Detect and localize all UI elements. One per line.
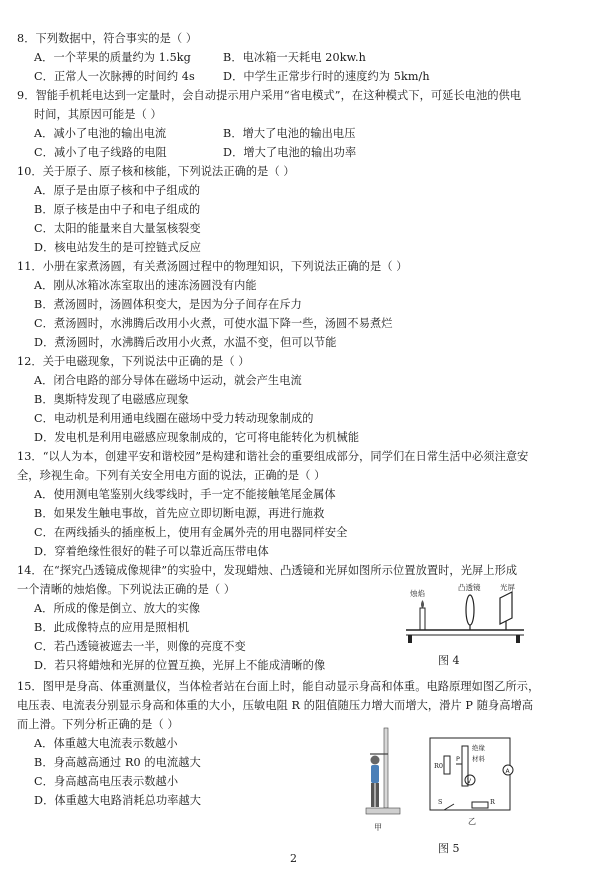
q8-option-d: D．中学生正常步行时的速度约为 5km/h: [223, 70, 430, 83]
q8-option-a: A．一个苹果的质量约为 1.5kg: [34, 51, 191, 64]
q9-option-a: A．减小了电池的输出电流: [34, 127, 167, 140]
q14-option-d: D．若只将蜡烛和光屏的位置互换，光屏上不能成清晰的像: [34, 659, 326, 672]
figure-5-height-weight-meter: [360, 724, 530, 842]
q10-option-a: A．原子是由原子核和中子组成的: [34, 184, 201, 197]
q14-option-a: A．所成的像是倒立、放大的实像: [34, 602, 201, 615]
q14-stem-line1: 14．在“探究凸透镜成像规律”的实验中，发现蜡烛、凸透镜和光屏如图所示位置放置时，光屏上形成: [17, 564, 518, 577]
insulator-label: 绝缘: [472, 744, 485, 752]
q9-stem-line1: 9．智能手机耗电达到一定量时，会自动提示用户采用“省电模式”，在这种模式下，可延长电池的供电: [17, 89, 522, 102]
convex-lens-icon: [466, 595, 474, 625]
q13-stem-line1: 13．“以人为本，创建平安和谐校园”是构建和谐社会的重要组成部分，同学们在日常生活中必须注意安: [17, 450, 529, 463]
r0-label: R0: [434, 762, 444, 770]
q12-stem: 12．关于电磁现象，下列说法中正确的是（ ）: [17, 355, 250, 368]
q8-option-c: C．正常人一次脉搏的时间约 4s: [34, 70, 195, 83]
page-number: 2: [290, 852, 297, 865]
q12-option-a: A．闭合电路的部分导体在磁场中运动，就会产生电流: [34, 374, 302, 387]
bench-leg-left: [408, 635, 412, 643]
material-label: 材料: [472, 755, 485, 763]
lens-label: 凸透镜: [458, 583, 481, 592]
person-icon: [371, 756, 380, 808]
q11-option-b: B．煮汤圆时，汤圆体积变大，是因为分子间存在斥力: [34, 298, 302, 311]
light-screen-icon: [500, 592, 512, 624]
figure-5-caption: 图 5: [438, 842, 460, 855]
screen-label: 光屏: [500, 583, 515, 592]
candle-label: 烛焰: [410, 589, 425, 598]
q15-option-a: A．体重越大电流表示数越小: [34, 737, 178, 750]
resistor-r-label: R: [490, 798, 495, 806]
q10-option-c: C．太阳的能量来自大量氢核裂变: [34, 222, 201, 235]
voltmeter-label: V: [467, 778, 472, 785]
q11-option-d: D．煮汤圆时，水沸腾后改用小火煮，水温不变，但可以节能: [34, 336, 337, 349]
q13-option-b: B．如果发生触电事故，首先应立即切断电源，再进行施救: [34, 507, 325, 520]
figure-4-optical-bench: [400, 582, 530, 648]
q13-option-a: A．使用测电笔鉴别火线零线时，手一定不能接触笔尾金属体: [34, 488, 336, 501]
q15-option-b: B．身高越高通过 R0 的电流越大: [34, 756, 201, 769]
q14-option-b: B．此成像特点的应用是照相机: [34, 621, 190, 634]
q14-stem-line2: 一个清晰的烛焰像。下列说法正确的是（ ）: [17, 583, 236, 596]
q12-option-d: D．发电机是利用电磁感应现象制成的，它可将电能转化为机械能: [34, 431, 360, 444]
q10-option-b: B．原子核是由中子和电子组成的: [34, 203, 201, 216]
q9-option-c: C．减小了电子线路的电阻: [34, 146, 167, 159]
candle-flame-icon: [421, 600, 424, 608]
q12-option-b: B．奥斯特发现了电磁感应现象: [34, 393, 190, 406]
q8-option-b: B．电冰箱一天耗电 20kw.h: [223, 51, 366, 64]
q12-option-c: C．电动机是利用通电线圈在磁场中受力转动现象制成的: [34, 412, 314, 425]
q13-option-d: D．穿着绝缘性很好的鞋子可以靠近高压带电体: [34, 545, 269, 558]
figure-5-label-yi: 乙: [468, 817, 476, 826]
q9-option-b: B．增大了电池的输出电压: [223, 127, 356, 140]
q15-option-d: D．体重越大电路消耗总功率越大: [34, 794, 202, 807]
q9-stem-line2: 时间，其原因可能是（ ）: [34, 108, 162, 121]
q14-option-c: C．若凸透镜被遮去一半，则像的亮度不变: [34, 640, 246, 653]
q11-option-c: C．煮汤圆时，水沸腾后改用小火煮，可使水温下降一些，汤圆不易煮烂: [34, 317, 393, 330]
q13-option-c: C．在两线插头的插座板上，使用有金属外壳的用电器同样安全: [34, 526, 348, 539]
q10-option-d: D．核电站发生的是可控链式反应: [34, 241, 202, 254]
q10-stem: 10．关于原子、原子核和核能，下列说法正确的是（ ）: [17, 165, 295, 178]
ammeter-label: A: [505, 768, 510, 775]
q15-stem-line3: 而上滑。下列分析正确的是（ ）: [17, 718, 179, 731]
figure-4-caption: 图 4: [438, 654, 460, 667]
q11-option-a: A．刚从冰箱冰冻室取出的速冻汤圆没有内能: [34, 279, 257, 292]
q9-option-d: D．增大了电池的输出功率: [223, 146, 357, 159]
candle-icon: [420, 608, 425, 630]
switch-label: S: [438, 798, 443, 806]
q13-stem-line2: 全，珍视生命。下列有关安全用电方面的说法，正确的是（ ）: [17, 469, 326, 482]
q8-stem: 8．下列数据中，符合事实的是（ ）: [17, 32, 198, 45]
q15-stem-line1: 15．图甲是身高、体重测量仪，当体检者站在台面上时，能自动显示身高和体重。电路原理如图乙所示，: [17, 680, 540, 693]
q15-stem-line2: 电压表、电流表分别显示身高和体重的大小，压敏电阻 R 的阻值随压力增大而增大，滑片 P 随身高增高: [17, 699, 534, 712]
figure-5-label-jia: 甲: [374, 823, 382, 832]
q11-stem: 11．小册在家煮汤圆，有关煮汤圆过程中的物理知识，下列说法正确的是（ ）: [17, 260, 408, 273]
q15-option-c: C．身高越高电压表示数越小: [34, 775, 179, 788]
bench-leg-right: [516, 635, 520, 643]
slider-p-label: P: [456, 755, 460, 763]
